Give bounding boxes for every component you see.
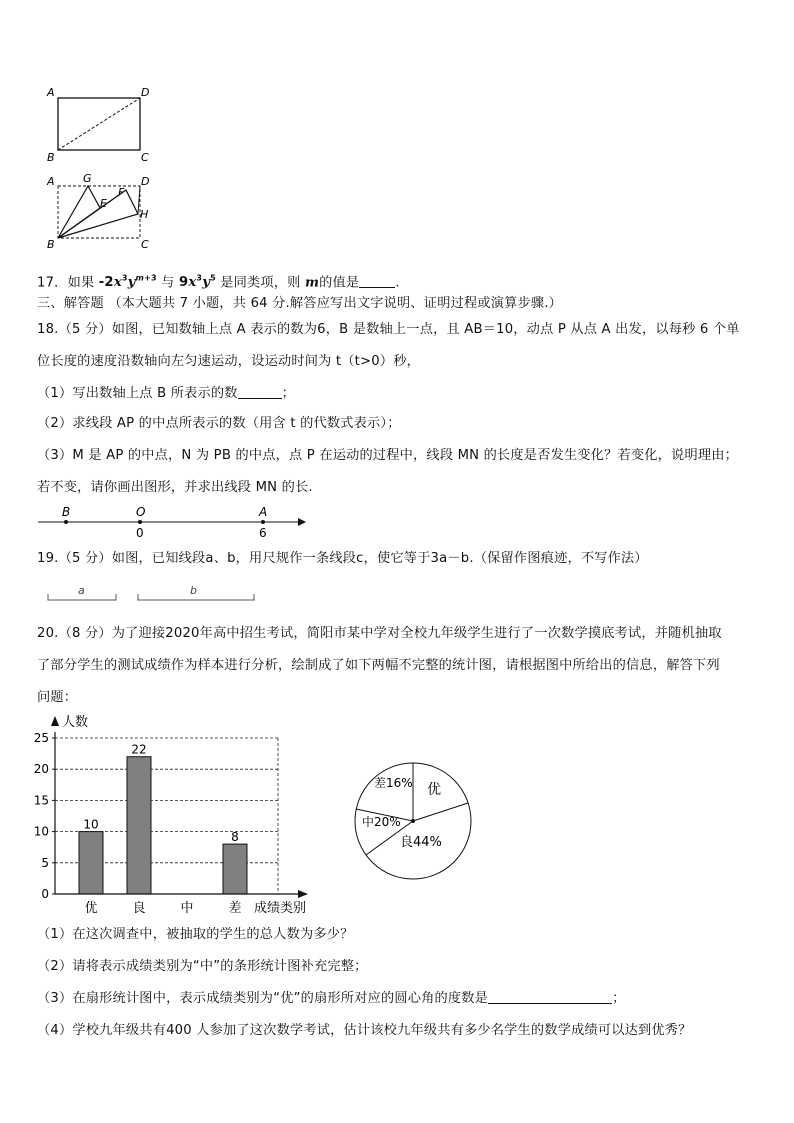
y-tick-label: 10 <box>33 824 49 839</box>
label-f: F <box>118 186 125 199</box>
point-a <box>261 520 265 524</box>
q17-coef1: -2 <box>98 275 114 291</box>
bar-1 <box>127 757 151 894</box>
q17-answer-blank <box>359 275 395 288</box>
q20-part3-end: ； <box>612 991 626 1006</box>
label-o: O <box>136 505 146 519</box>
label-c: C <box>141 151 149 164</box>
x-axis-label: 成绩类别 <box>254 901 307 916</box>
data-label: 22 <box>131 742 147 757</box>
label-b: B <box>62 505 71 519</box>
y-axis-label: 人数 <box>62 715 89 730</box>
q18-part1-text: （1）写出数轴上点 B 所表示的数 <box>37 386 238 401</box>
x-arrow-icon <box>298 890 308 898</box>
q17-end: . <box>395 275 400 291</box>
q18-part3-line1: （3）M 是 AP 的中点，N 为 PB 的中点，点 P 在运动的过程中，线段 MN 的长度是否发生变化？若变化，说明理由； <box>37 448 738 463</box>
q17-and: 与 <box>161 275 175 291</box>
data-label: 8 <box>231 830 239 845</box>
q17-number: 17．如果 <box>37 275 95 291</box>
q20-part2: （2）请将表示成绩类别为“中”的条形统计图补充完整； <box>37 959 368 974</box>
q20-line1: 20.（8 分）为了迎接2020年高中招生考试，简阳市某中学对全校九年级学生进行了一次数学摸底考试，并随机抽取 <box>37 626 722 641</box>
label-h: H <box>140 208 149 221</box>
pie-chart <box>350 760 480 882</box>
slice-label-you: 优 <box>427 782 441 798</box>
q18-part1 <box>37 386 295 402</box>
slice-label-liang: 良44% <box>400 835 442 850</box>
bar-chart <box>30 712 330 920</box>
q18-line1: 18.（5 分）如图，已知数轴上点 A 表示的数为6，B 是数轴上一点，且 AB＝10，动点 P 从点 A 出发，以每秒 6 个单 <box>37 322 740 337</box>
q18-line2: 位长度的速度沿数轴向左匀速运动，设运动时间为 t（t>0）秒， <box>37 354 421 369</box>
x-tick-label: 中 <box>180 901 194 916</box>
point-o <box>138 520 142 524</box>
y-tick-label: 5 <box>41 855 49 870</box>
q17-text2: 是同类项，则 <box>220 275 301 291</box>
q20-part3 <box>37 991 625 1007</box>
slice-label-cha: 差16% <box>374 776 413 790</box>
bar-0 <box>79 832 103 894</box>
triangle-bge <box>58 186 100 238</box>
label-a: A <box>259 505 268 519</box>
bar-3 <box>223 844 247 894</box>
section-3-heading: 三、解答题 （本大题共 7 小题，共 64 分.解答应写出文字说明、证明过程或演算步骤.） <box>37 296 563 311</box>
label-a: A <box>47 86 55 99</box>
q18-part1-end: ； <box>281 386 296 401</box>
pie-center <box>411 819 415 823</box>
tick-0: 0 <box>136 526 144 540</box>
x-tick-label: 差 <box>228 901 242 916</box>
q17-coef2: 9 <box>178 275 189 291</box>
y-tick-label: 25 <box>33 731 49 745</box>
label-c: C <box>141 238 149 251</box>
triangle-bfh <box>58 190 138 238</box>
segments-ab <box>40 580 270 606</box>
rectangle-figure <box>40 84 170 166</box>
q18-part1-blank <box>238 386 282 399</box>
q20-part4: （4）学校九年级共有400 人参加了这次数学考试，估计该校九年级共有多少名学生的数学成绩可以达到优秀？ <box>37 1023 692 1038</box>
label-g: G <box>83 172 92 185</box>
x-tick-label: 优 <box>84 901 98 916</box>
q20-part3-text: （3）在扇形统计图中，表示成绩类别为“优”的扇形所对应的圆心角的度数是 <box>37 991 489 1006</box>
q18-part2: （2）求线段 AP 的中点所表示的数（用含 t 的代数式表示）； <box>37 416 401 431</box>
q18-part3-line2: 若不变，请你画出图形，并求出线段 MN 的长. <box>37 480 313 495</box>
point-b <box>64 520 68 524</box>
x-tick-label: 良 <box>132 901 146 916</box>
q17-m: m <box>304 275 320 291</box>
question-17: 17．如果 $-2x^3y^{m+3}$ 与 $9x^3y^5$ 是同类项，则 m的值是 . <box>37 274 400 291</box>
question-19: 19.（5 分）如图，已知线段a、b，用尺规作一条线段c，使它等于3a－b.（保留作图痕迹，不写作法） <box>37 551 648 566</box>
diagonal-bd <box>58 98 140 150</box>
arrow-icon <box>298 518 306 526</box>
data-label: 10 <box>83 817 99 832</box>
number-line <box>30 502 320 542</box>
q20-part3-blank <box>488 991 612 1004</box>
tick-6: 6 <box>259 526 267 540</box>
label-e: E <box>100 197 107 210</box>
label-d: D <box>141 86 150 99</box>
label-b: B <box>47 238 55 251</box>
y-tick-label: 20 <box>33 762 49 777</box>
q20-line2: 了部分学生的测试成绩作为样本进行分析，绘制成了如下两幅不完整的统计图，请根据图中所给出的信息，解答下列 <box>37 658 720 673</box>
label-b: B <box>47 151 55 164</box>
q17-text3: 的值是 <box>319 275 360 291</box>
y-tick-label: 0 <box>41 887 49 901</box>
y-tick-label: 15 <box>33 793 49 808</box>
label-d: D <box>141 175 150 188</box>
y-arrow-icon <box>51 716 59 726</box>
label-a: a <box>78 584 85 597</box>
slice-label-zhong: 中20% <box>362 815 401 829</box>
label-b: b <box>190 584 197 597</box>
fold-figure <box>40 170 170 252</box>
q20-line3: 问题： <box>37 690 78 705</box>
label-a: A <box>47 175 55 188</box>
q20-part1: （1）在这次调查中，被抽取的学生的总人数为多少？ <box>37 927 354 942</box>
